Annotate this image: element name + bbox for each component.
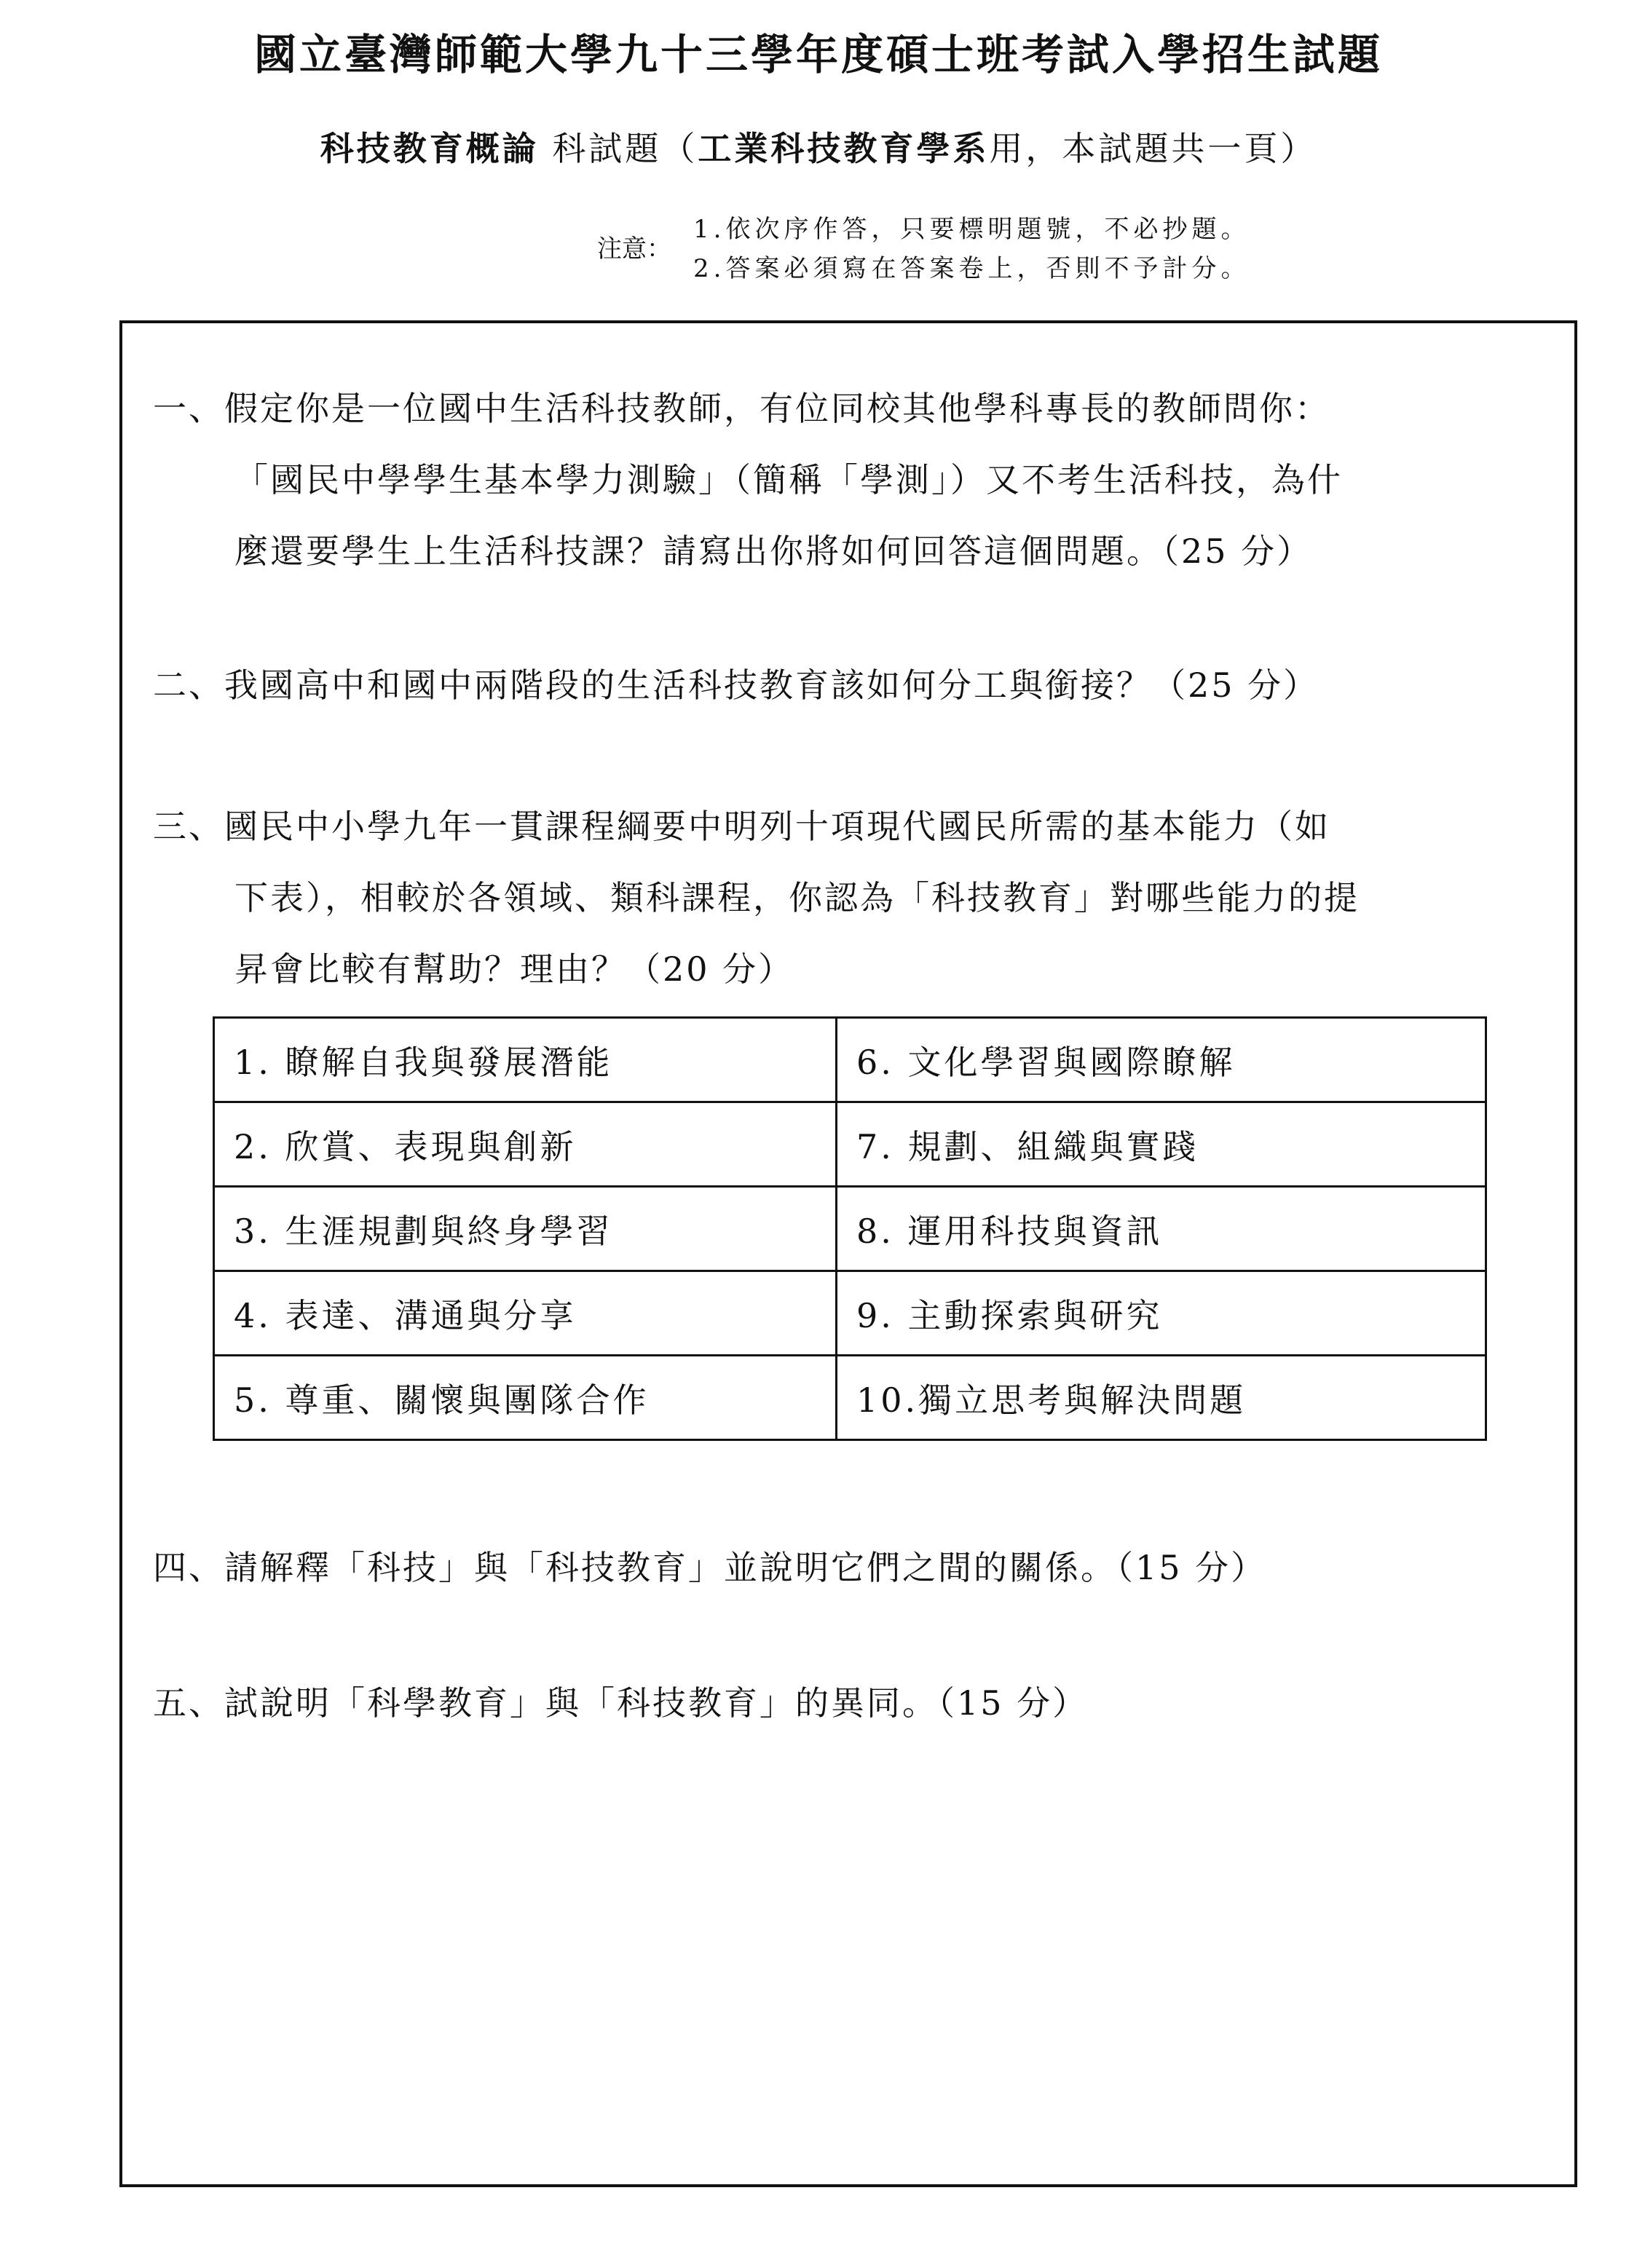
- table-row: [214, 1356, 1486, 1440]
- table-row: [214, 1102, 1486, 1187]
- question-1: [153, 373, 1566, 587]
- question-1-line: 「國民中學學生基本學力測驗」（簡稱「學測」）又不考生活科技，為什: [234, 460, 1343, 499]
- basic-abilities-table: [213, 1016, 1487, 1441]
- table-cell: 3. 生涯規劃與終身學習: [214, 1187, 837, 1271]
- table-cell: 2. 欣賞、表現與創新: [214, 1102, 837, 1187]
- question-3-line: 三、國民中小學九年一貫課程綱要中明列十項現代國民所需的基本能力（如: [153, 807, 1330, 846]
- notice-item: 1.依次序作答，只要標明題號，不必抄題。: [693, 215, 1250, 244]
- question-1-line: 一、假定你是一位國中生活科技教師，有位同校其他學科專長的教師問你：: [153, 389, 1330, 428]
- subject-suffix: 科試題（: [552, 129, 698, 168]
- table-cell: 1. 瞭解自我與發展潛能: [214, 1018, 837, 1102]
- question-2: [153, 649, 1566, 721]
- table-cell: 7. 規劃、組織與實踐: [837, 1102, 1486, 1187]
- table-cell: 6. 文化學習與國際瞭解: [837, 1018, 1486, 1102]
- question-5: [153, 1667, 1566, 1739]
- question-4: [153, 1532, 1566, 1603]
- notice-item: 2.答案必須寫在答案卷上，否則不予計分。: [693, 254, 1250, 283]
- table-cell: 10.獨立思考與解決問題: [837, 1356, 1486, 1440]
- question-4-line: 四、請解釋「科技」與「科技教育」並說明它們之間的關係。（15 分）: [153, 1548, 1267, 1587]
- department-suffix: 用，本試題共一頁）: [989, 129, 1317, 168]
- table-cell: 5. 尊重、關懷與團隊合作: [214, 1356, 837, 1440]
- department-name: 工業科技教育學系: [698, 129, 990, 168]
- question-1-line: 麼還要學生上生活科技課？請寫出你將如何回答這個問題。（25 分）: [234, 532, 1313, 571]
- question-5-line: 五、試說明「科學教育」與「科技教育」的異同。（15 分）: [153, 1683, 1089, 1723]
- exam-title: 國立臺灣師範大學九十三學年度碩士班考試入學招生試題: [253, 30, 1383, 79]
- table-row: [214, 1018, 1486, 1102]
- question-3: [153, 791, 1566, 1005]
- question-3-line: 下表），相較於各領域、類科課程，你認為「科技教育」對哪些能力的提: [234, 878, 1360, 917]
- table-row: [214, 1187, 1486, 1271]
- subject-name: 科技教育概論: [320, 129, 539, 168]
- notice-label: 注意：: [597, 234, 671, 264]
- table-row: [214, 1271, 1486, 1356]
- question-3-line: 昇會比較有幫助？理由？（20 分）: [234, 949, 794, 989]
- table-cell: 9. 主動探索與研究: [837, 1271, 1486, 1356]
- exam-subtitle: [0, 122, 1637, 170]
- table-cell: 4. 表達、溝通與分享: [214, 1271, 837, 1356]
- table-cell: 8. 運用科技與資訊: [837, 1187, 1486, 1271]
- question-2-line: 二、我國高中和國中兩階段的生活科技教育該如何分工與銜接？（25 分）: [153, 665, 1320, 705]
- notice-items: [693, 210, 1250, 288]
